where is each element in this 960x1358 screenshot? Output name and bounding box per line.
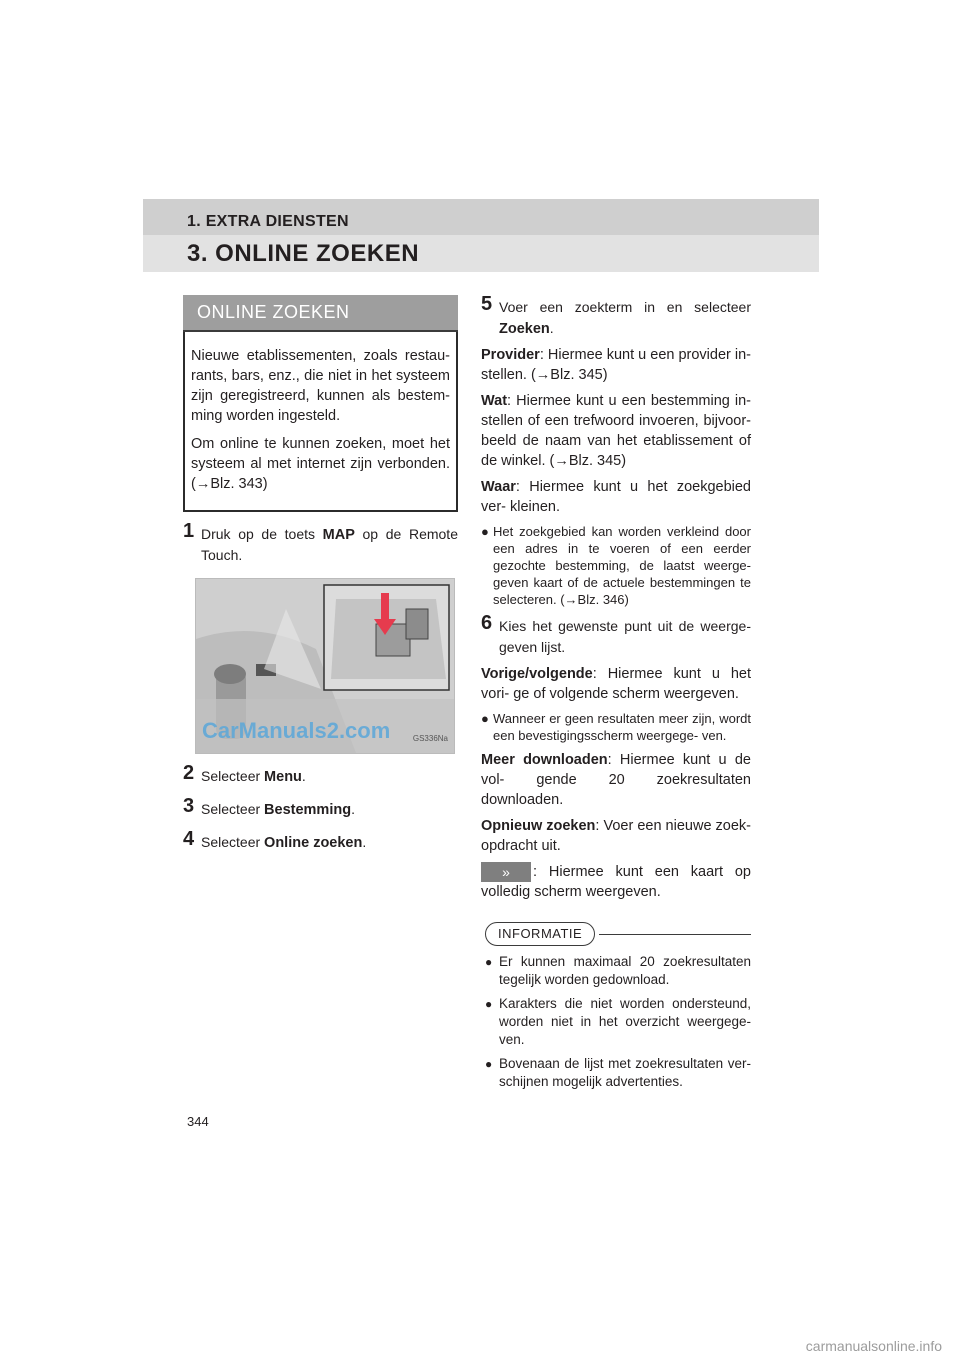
image-code: GS336Na (412, 734, 448, 743)
step-text: Selecteer (201, 834, 265, 850)
step-number: 6 (481, 612, 493, 634)
intro-paragraph-2: Om online te kunnen zoeken, moet het systeem al met internet zijn verbonden. (→Blz. 343) (191, 436, 450, 492)
step-text: . (362, 834, 367, 850)
step-keyword: Zoeken (499, 321, 550, 337)
wat-description (481, 391, 751, 471)
step-text: Druk op de toets (201, 526, 323, 542)
meer-label: Meer downloaden (481, 752, 608, 768)
step-3 (183, 795, 458, 820)
left-column (183, 295, 458, 853)
remote-touch-illustration (195, 578, 455, 754)
bullet-icon: ● (485, 997, 493, 1012)
wat-label: Wat (481, 393, 508, 409)
meer-text: : Hiermee kunt u de vol- gende 20 zoekresultaten downloaden. (481, 752, 751, 808)
information-item (485, 953, 751, 989)
information-item (485, 995, 751, 1049)
wat-text: : Hiermee kunt u een bestemming in- stellen of een trefwoord invoeren, bijvoor- beeld de naam van het etablissement of de winkel. (→Blz. 345) (481, 393, 751, 469)
opnieuw-text: : Voer een nieuwe zoek- opdracht uit. (481, 818, 751, 854)
step-text: Voer een zoekterm in en selecteer (499, 299, 751, 315)
step-2 (183, 762, 458, 787)
step-text: . (549, 320, 554, 336)
opnieuw-label: Opnieuw zoeken (481, 818, 596, 834)
fullscreen-button-icon: » (481, 862, 531, 882)
meer-description (481, 750, 751, 810)
step-4 (183, 828, 458, 853)
subsection-heading: ONLINE ZOEKEN (183, 295, 458, 332)
bullet-text: Wanneer er geen resultaten meer zijn, wordt een bevestigingsscherm weergege- ven. (493, 711, 751, 743)
step-number: 5 (481, 293, 493, 315)
step-text: . (351, 801, 355, 817)
information-text: Karakters die niet worden ondersteund, worden niet in het overzicht weergege- ven. (499, 996, 751, 1048)
page-number: 344 (187, 1114, 209, 1129)
provider-text: : Hiermee kunt u een provider in- stellen. (→Blz. 345) (481, 347, 751, 383)
step-keyword: Menu (264, 769, 302, 785)
vorige-description (481, 664, 751, 704)
step-number: 4 (183, 828, 195, 850)
step-text: Selecteer (201, 801, 265, 817)
opnieuw-description (481, 816, 751, 856)
provider-label: Provider (481, 347, 540, 363)
page-title: 3. ONLINE ZOEKEN (187, 240, 420, 267)
provider-description (481, 345, 751, 385)
information-divider (599, 934, 751, 947)
waar-text: : Hiermee kunt u het zoekgebied ver- kleinen. (481, 479, 751, 515)
bullet-icon: ● (481, 524, 489, 539)
fullscreen-text: : Hiermee kunt een kaart op volledig scherm weergeven. (481, 864, 751, 901)
section-heading: 1. EXTRA DIENSTEN (187, 213, 349, 230)
step-5 (481, 293, 751, 339)
information-text: Er kunnen maximaal 20 zoekresultaten tegelijk worden gedownload. (499, 954, 751, 988)
step-number: 1 (183, 520, 195, 542)
step-number: 2 (183, 762, 195, 784)
bullet-note (481, 710, 751, 744)
step-keyword: Online zoeken (264, 835, 363, 851)
waar-label: Waar (481, 479, 516, 495)
intro-paragraph-1: Nieuwe etablissementen, zoals restau- rants, bars, enz., die niet in het systeem zijn geregistreerd, kunnen als bestem- ming worden ingesteld. (191, 348, 450, 424)
step-text: . (301, 768, 306, 784)
information-text: Bovenaan de lijst met zoekresultaten ver- schijnen mogelijk advertenties. (499, 1056, 751, 1090)
footer-watermark: carmanualsonline.info (805, 1338, 942, 1354)
vorige-label: Vorige/volgende (481, 666, 593, 682)
fullscreen-description (481, 862, 751, 902)
information-box (481, 922, 751, 1091)
bullet-icon: ● (481, 711, 489, 726)
image-watermark: CarManuals2.com (202, 718, 391, 743)
information-label: INFORMATIE (485, 922, 595, 946)
step-6 (481, 612, 751, 658)
step-text: Selecteer (201, 768, 265, 784)
step-number: 3 (183, 795, 195, 817)
step-keyword: MAP (322, 527, 355, 543)
vorige-text: : Hiermee kunt u het vori- ge of volgende scherm weergeven. (481, 666, 751, 702)
waar-description (481, 477, 751, 517)
right-column (481, 293, 751, 1091)
step-text: Kies het gewenste punt uit de weerge- geven lijst. (499, 618, 751, 655)
bullet-icon: ● (485, 1057, 493, 1072)
information-item (485, 1055, 751, 1091)
intro-box (183, 332, 458, 512)
bullet-icon: ● (485, 955, 493, 970)
step-text: op de Remote Touch. (201, 526, 458, 563)
step-keyword: Bestemming (264, 802, 352, 818)
step-1 (183, 520, 458, 566)
bullet-text: Het zoekgebied kan worden verkleind door een adres in te voeren of een eerder gezochte bestemming, de laatst weerge- geven kaart of de actuele bestemmingen te selecteren. (→Blz. 346) (493, 524, 751, 607)
bullet-note (481, 523, 751, 608)
